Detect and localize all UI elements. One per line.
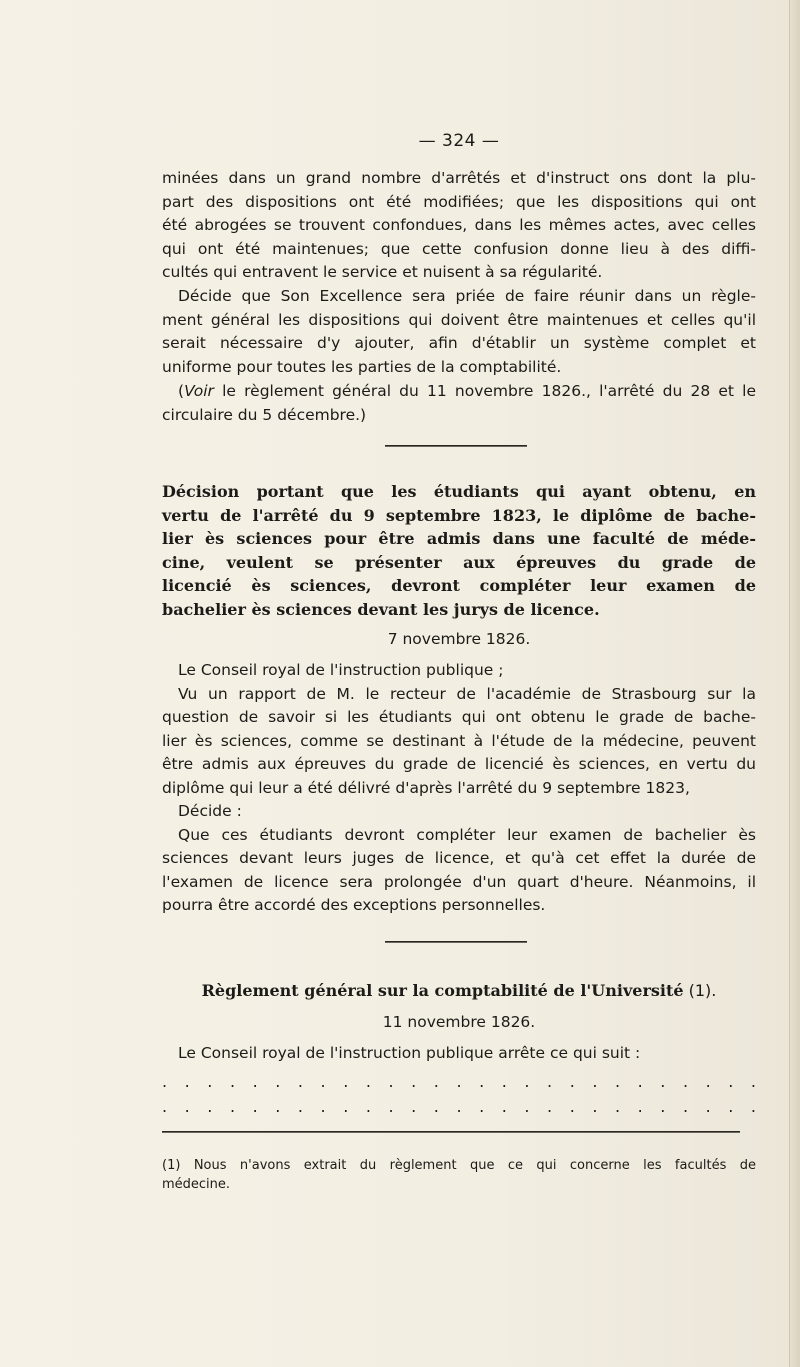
reglement-heading [162, 979, 756, 1003]
voir-italic: Voir [184, 382, 214, 400]
heading-line: lier ès sciences pour être admis dans une faculté de méde- [162, 529, 756, 548]
text-line: être admis aux épreuves du grade de licencié ès sciences, en vertu du [162, 755, 756, 773]
reglement-body [162, 1042, 756, 1066]
voir-rest: le règlement général du 11 novembre 1826., l'arrêté du 28 et le [213, 382, 756, 400]
text-line: pourra être accordé des exceptions personnelles. [162, 896, 546, 914]
footnote-ref: (1). [683, 981, 717, 1000]
heading-line: vertu de l'arrêté du 9 septembre 1823, le diplôme de bache- [162, 505, 756, 525]
text-line: minées dans un grand nombre d'arrêtés et d'instruct ons dont la plu- [162, 169, 756, 187]
ellipsis-dots: . . . . . . . . . . . . . . . . . . . . . . . . . . . [162, 1072, 756, 1091]
footnote-line: (1) Nous n'avons extrait du règlement que ce qui concerne les facultés de [162, 1158, 756, 1173]
heading-line: cine, veulent se présenter aux épreuves du grade de [162, 552, 756, 572]
text-line: Décide que Son Excellence sera priée de faire réunir dans un règle- [178, 287, 756, 305]
text-line: circulaire du 5 décembre.) [162, 405, 367, 424]
text-line: Le Conseil royal de l'instruction publique arrête ce qui suit : [178, 1044, 641, 1062]
text-line: lier ès sciences, comme se destinant à l'étude de la médecine, peuvent [162, 731, 756, 750]
decision-heading [162, 480, 756, 621]
text-line: question de savoir si les étudiants qui ont obtenu le grade de bache- [162, 708, 756, 726]
text-line: serait nécessaire d'y ajouter, afin d'établir un système complet et [162, 334, 756, 352]
text-line: Vu un rapport de M. le recteur de l'académie de Strasbourg sur la [178, 684, 756, 703]
ellipsis-row [162, 1072, 756, 1091]
ellipsis-row [162, 1097, 756, 1116]
text-line: diplôme qui leur a été délivré d'après l'arrêté du 9 septembre 1823, [162, 778, 690, 797]
footnote [162, 1156, 756, 1194]
section-separator [385, 445, 527, 447]
text-line: l'examen de licence sera prolongée d'un quart d'heure. Néanmoins, il [162, 872, 756, 891]
footnote-separator [162, 1131, 740, 1133]
ellipsis-dots: . . . . . . . . . . . . . . . . . . . . . . . . . . . [162, 1097, 756, 1116]
text-line: Décide : [178, 802, 242, 820]
decision-date: 7 novembre 1826. [387, 630, 531, 648]
text-line: ment général les dispositions qui doivent être maintenues et celles qu'il [162, 310, 756, 329]
heading-line: licencié ès sciences, devront compléter leur examen de [162, 576, 756, 595]
voir-paragraph [162, 380, 756, 427]
decide-paragraph [162, 285, 756, 379]
text-line: été abrogées se trouvent confondues, dans les mêmes actes, avec celles [162, 216, 756, 234]
text-line [162, 380, 756, 404]
intro-paragraph [162, 167, 756, 285]
heading-line [162, 979, 756, 1003]
reglement-date: 11 novembre 1826. [382, 1013, 536, 1031]
text-line: part des dispositions ont été modifiées; que les dispositions qui ont [162, 192, 756, 211]
footnote-line: médecine. [162, 1177, 231, 1192]
text-line: Le Conseil royal de l'instruction publique ; [178, 661, 504, 679]
text-line: sciences devant leurs juges de licence, et qu'à cet effet la durée de [162, 849, 756, 867]
text-line: Que ces étudiants devront compléter leur examen de bachelier ès [178, 825, 756, 844]
text-line: qui ont été maintenues; que cette confusion donne lieu à des diffi- [162, 239, 756, 258]
reglement-title: Règlement général sur la comptabilité de l'Université [201, 981, 684, 1000]
text-line: uniforme pour toutes les parties de la comptabilité. [162, 357, 562, 376]
page-number: — 324 — [418, 131, 500, 151]
section-separator [385, 941, 527, 943]
heading-line: Décision portant que les étudiants qui ayant obtenu, en [162, 482, 756, 501]
text-line: cultés qui entravent le service et nuisent à sa régularité. [162, 263, 603, 281]
page-edge [789, 0, 800, 1367]
heading-line: bachelier ès sciences devant les jurys de licence. [162, 599, 600, 619]
paren: ( [178, 382, 185, 400]
decision-body [162, 659, 756, 918]
